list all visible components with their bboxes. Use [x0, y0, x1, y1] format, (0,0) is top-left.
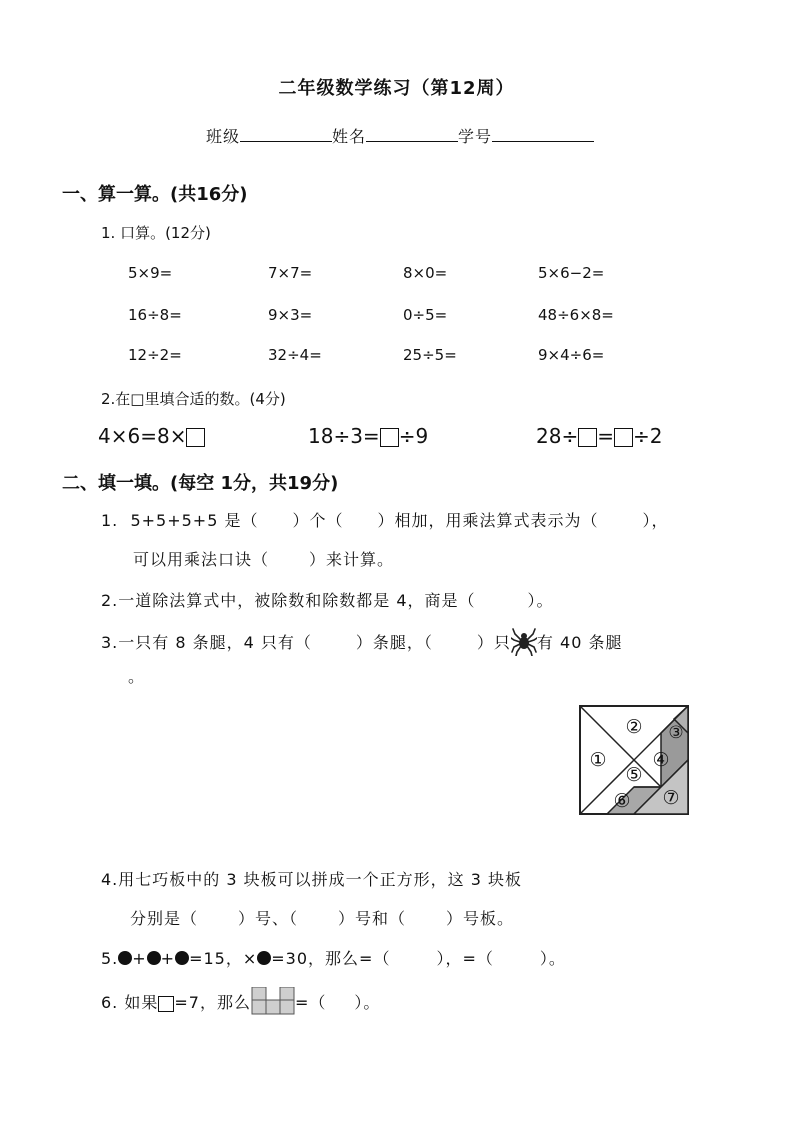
- q1-label: 1. 口算。(12分): [101, 224, 211, 242]
- oral-cell: 12÷2=: [128, 346, 182, 364]
- question-text: ）条腿，（: [355, 633, 433, 652]
- equation-text: ÷2: [632, 424, 663, 448]
- equation-text: 18÷3=: [308, 424, 380, 448]
- filled-circle-icon: [118, 951, 132, 965]
- question-text: ）来计算。: [309, 550, 395, 569]
- equation-text: =: [597, 424, 614, 448]
- filled-circle-icon: [175, 951, 189, 965]
- oral-cell: 25÷5=: [403, 346, 457, 364]
- oral-cell: 5×9=: [128, 264, 173, 282]
- s2-q6: [101, 987, 380, 1015]
- section2-heading: 二、填一填。(每空 1分，共19分): [62, 473, 339, 494]
- tangram-label: ⑥: [613, 790, 631, 812]
- class-field[interactable]: [240, 141, 332, 142]
- tangram-label: ①: [589, 749, 607, 771]
- oral-cell: 8×0=: [403, 264, 448, 282]
- tangram-label: ④: [652, 749, 670, 771]
- question-text: +: [132, 949, 147, 968]
- question-text: ），=（: [436, 949, 494, 968]
- question-number: 1.: [101, 511, 119, 530]
- class-label: 班级: [206, 127, 241, 146]
- question-text: =7，那么: [174, 993, 251, 1012]
- tangram-label: ②: [625, 716, 643, 738]
- question-text: ）只: [476, 633, 511, 652]
- student-info-line: [206, 124, 594, 147]
- oral-cell: 48÷6×8=: [538, 306, 614, 324]
- question-text: =（: [294, 993, 327, 1012]
- answer-box[interactable]: [614, 428, 633, 447]
- question-text: ）。: [354, 993, 381, 1012]
- s2-q3: [101, 628, 622, 656]
- answer-box[interactable]: [380, 428, 399, 447]
- question-text: ）。: [539, 949, 566, 968]
- answer-box[interactable]: [186, 428, 205, 447]
- tangram-label: ③: [668, 723, 684, 743]
- oral-cell: 9×4÷6=: [538, 346, 605, 364]
- tangram-label: ⑤: [625, 764, 643, 786]
- filled-circle-icon: [257, 951, 271, 965]
- s2-q1: [101, 508, 669, 531]
- question-text: 6. 如果: [101, 993, 159, 1012]
- question-text: ）个（: [292, 511, 344, 530]
- s2-q5: [101, 946, 566, 969]
- s2-q4-line1: 4.用七巧板中的 3 块板可以拼成一个正方形，这 3 块板: [101, 870, 522, 889]
- question-text: 2.一道除法算式中，被除数和除数都是 4，商是（: [101, 591, 476, 610]
- question-text: ）号、（: [238, 909, 299, 928]
- question-text: 可以用乘法口诀（: [133, 550, 270, 569]
- tangram-figure: [579, 705, 689, 815]
- question-text: 3.一只有 8 条腿，4 只有（: [101, 633, 312, 652]
- s2-q1-line2: [133, 547, 394, 570]
- s2-q4-line2: [130, 906, 514, 929]
- oral-cell: 32÷4=: [268, 346, 322, 364]
- fill-equation-c: [536, 424, 662, 448]
- filled-circle-icon: [147, 951, 161, 965]
- section1-heading: 一、算一算。(共16分): [62, 184, 248, 205]
- equation-text: 28÷: [536, 424, 579, 448]
- spider-icon: [511, 628, 537, 656]
- name-label: 姓名: [332, 127, 367, 146]
- oral-cell: 16÷8=: [128, 306, 182, 324]
- answer-box[interactable]: [578, 428, 597, 447]
- question-text: ）。: [527, 591, 554, 610]
- student-id-label: 学号: [458, 127, 493, 146]
- tangram-label: ⑦: [662, 787, 680, 809]
- question-text: 分别是（: [130, 909, 199, 928]
- square-box-icon: [158, 996, 174, 1012]
- oral-cell: 7×7=: [268, 264, 313, 282]
- student-id-field[interactable]: [492, 141, 594, 142]
- question-text: 有 40 条腿: [536, 633, 623, 652]
- question-text: ）号和（: [338, 909, 407, 928]
- q2-label: 2.在□里填合适的数。(4分): [101, 390, 286, 408]
- oral-cell: 9×3=: [268, 306, 313, 324]
- s2-q2: [101, 588, 554, 611]
- question-text: =15，×: [189, 949, 258, 968]
- oral-cell: 0÷5=: [403, 306, 448, 324]
- question-text: ）相加，用乘法算式表示为（: [377, 511, 599, 530]
- equation-text: 4×6=8×: [98, 424, 187, 448]
- name-field[interactable]: [366, 141, 458, 142]
- question-text: +: [160, 949, 176, 968]
- oral-cell: 5×6−2=: [538, 264, 605, 282]
- l-shape-blocks-icon: [251, 987, 295, 1015]
- fill-equation-a: [98, 424, 205, 448]
- s2-q3-tail: 。: [128, 667, 146, 686]
- question-number: 5.: [101, 949, 119, 968]
- question-text: =30，那么=（: [271, 949, 391, 968]
- page-title: 二年级数学练习（第12周）: [278, 78, 515, 99]
- question-text: 5+5+5+5 是（: [130, 511, 259, 530]
- equation-text: ÷9: [398, 424, 429, 448]
- question-text: ）号板。: [446, 909, 515, 928]
- fill-equation-b: [308, 424, 428, 448]
- question-text: ），: [642, 511, 669, 530]
